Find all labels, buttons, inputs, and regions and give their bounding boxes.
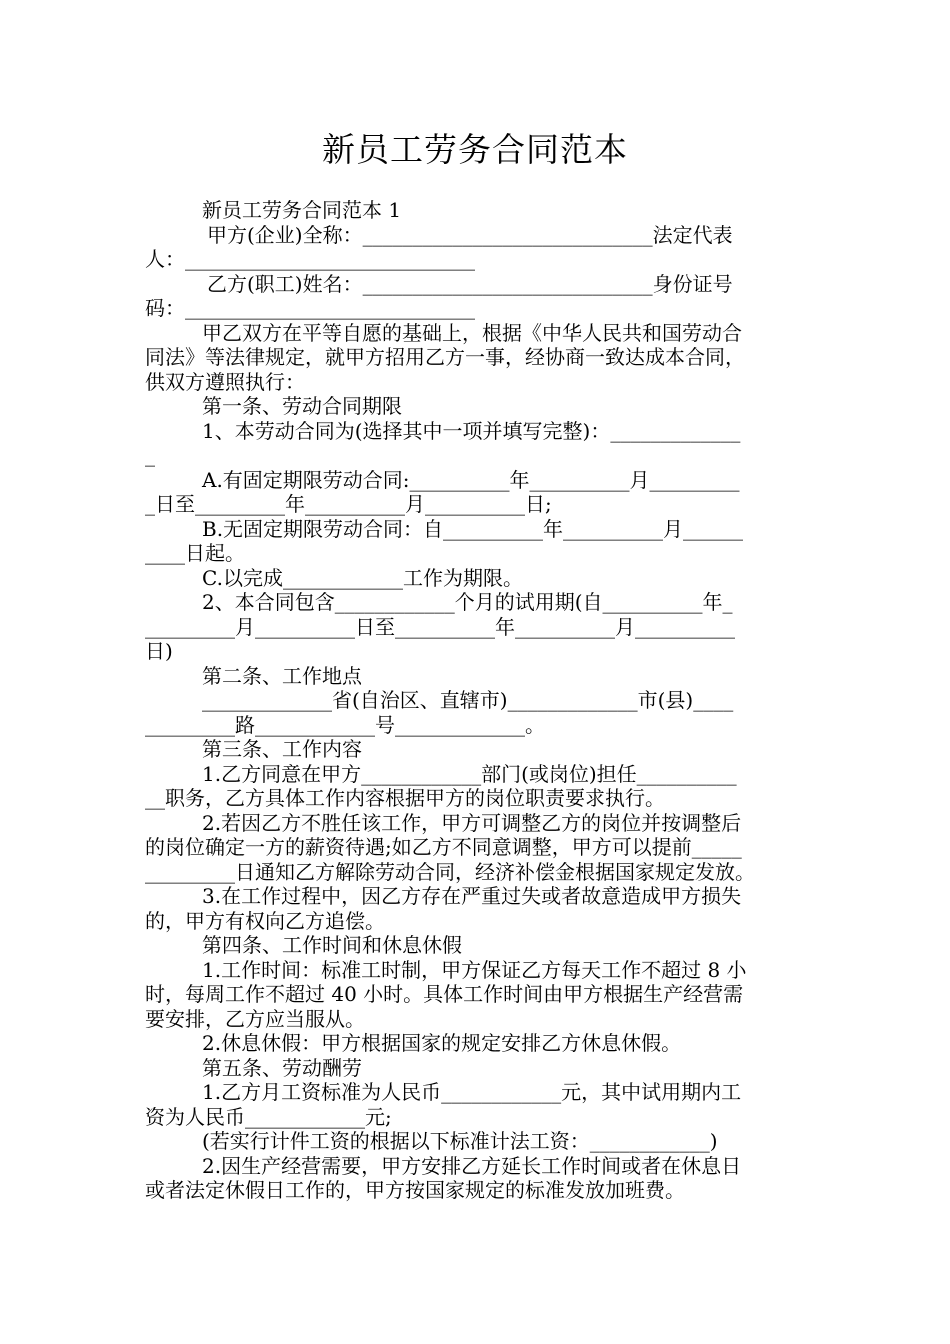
clause-line: 2、本合同包含____________个月的试用期(自__________年_ [202,590,733,614]
party-a-rep-line: 人：_____________________________ [145,247,475,271]
clause-line: 或者法定休假日工作的，甲方按国家规定的标准发放加班费。 [145,1178,685,1202]
clause-line: _日至_________年__________月__________日; [145,492,552,516]
clause-line: 的，甲方有权向乙方追偿。 [145,908,385,933]
clause-line: 资为人民币____________元; [145,1104,392,1129]
clause-line: __职务，乙方具体工作内容根据甲方的岗位职责要求执行。 [145,786,665,810]
clause-line: (若实行计件工资的根据以下标准计法工资：____________) [202,1129,718,1153]
clause-line: 2.因生产经营需要，甲方安排乙方延长工作时间或者在休息日 [202,1153,742,1178]
clause-line: _ [145,443,155,467]
party-b-name-line: 乙方(职工)姓名：_____________________________身份证号 [207,271,733,296]
clause-line: 1.乙方同意在甲方____________部门(或岗位)担任__________ [202,761,737,786]
preamble-line: 同法》等法律规定，就甲方招用乙方一事，经协商一致达成本合同， [145,345,745,369]
article-heading: 第一条、劳动合同期限 [202,394,402,418]
clause-line: _________月__________日至__________年__________月__________ [145,614,735,639]
clause-line: 日) [145,639,173,663]
preamble-line: 甲乙双方在平等自愿的基础上，根据《中华人民共和国劳动合 [202,320,742,345]
article-heading: 第三条、工作内容 [202,737,362,761]
document-body [145,198,808,1203]
party-a-name-line: 甲方(企业)全称：_____________________________法定代表 [207,222,733,247]
clause-line: 时，每周工作不超过 40 小时。具体工作时间由甲方根据生产经营需 [145,982,744,1006]
clause-line: 2.休息休假：甲方根据国家的规定安排乙方休息休假。 [202,1031,682,1055]
clause-line: 2.若因乙方不胜任该工作，甲方可调整乙方的岗位并按调整后 [202,810,742,835]
clause-line: A.有固定期限劳动合同:__________年__________月_________ [202,467,740,492]
clause-line: 3.在工作过程中，因乙方存在严重过失或者故意造成甲方损失 [202,884,742,908]
article-heading: 第四条、工作时间和休息休假 [202,933,462,957]
clause-line: 1.乙方月工资标准为人民币____________元，其中试用期内工 [202,1080,742,1104]
preamble-line: 供双方遵照执行： [145,369,305,394]
clause-line: 的岗位确定一方的薪资待遇;如乙方不同意调整，甲方可以提前_____ [145,835,742,859]
clause-line: _________路____________号_____________。 [145,712,545,737]
article-heading: 第二条、工作地点 [202,663,362,688]
clause-line: 要安排，乙方应当服从。 [145,1006,365,1031]
clause-line: ____日起。 [145,541,245,565]
article-heading: 第五条、劳动酬劳 [202,1055,362,1080]
clause-line: _____________省(自治区、直辖市)_____________市(县)____ [202,688,734,712]
subtitle-line: 新员工劳务合同范本 1 [202,198,402,222]
document-title: 新员工劳务合同范本 [322,130,628,169]
clause-line: 1、本劳动合同为(选择其中一项并填写完整)：_____________ [202,418,741,443]
clause-line: C.以完成____________工作为期限。 [202,565,523,590]
party-b-id-line: 码：_____________________________ [145,296,475,320]
clause-line: 1.工作时间：标准工时制，甲方保证乙方每天工作不超过 8 小 [202,957,747,982]
clause-line: B.无固定期限劳动合同：自__________年__________月______ [202,516,744,541]
clause-line: _________日通知乙方解除劳动合同，经济补偿金根据国家规定发放。 [145,859,755,884]
